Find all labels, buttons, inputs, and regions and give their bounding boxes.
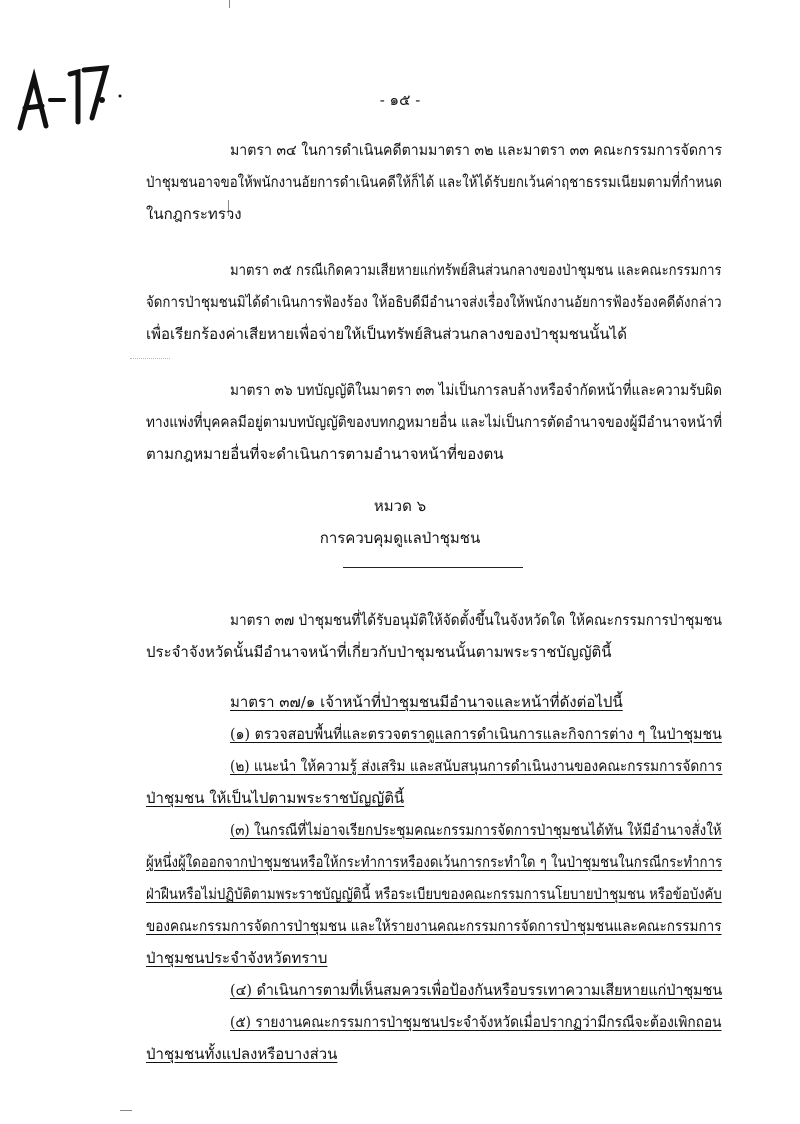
section-37-1-heading: มาตรา ๓๗/๑ เจ้าหน้าที่ป่าชุมชนมีอำนาจและหน้าที่ดังต่อไปนี้ bbox=[230, 693, 623, 711]
section-34-line-3: ในกฎกระทรวง bbox=[146, 205, 242, 223]
section-36-line-3: ตามกฎหมายอื่นที่จะดำเนินการตามอำนาจหน้าที่ของตน bbox=[146, 445, 504, 463]
section-37-1-item-1: (๑) ตรวจสอบพื้นที่และตรวจตราดูแลการดำเนินการและกิจการต่าง ๆ ในป่าชุมชน bbox=[230, 725, 722, 743]
section-37-1-item-3-line-5: ป่าชุมชนประจำจังหวัดทราบ bbox=[146, 949, 328, 967]
section-37-1-item-2-line-2: ป่าชุมชน ให้เป็นไปตามพระราชบัญญัตินี้ bbox=[146, 789, 405, 807]
section-37-1-item-5-line-1: (๕) รายงานคณะกรรมการป่าชุมชนประจำจังหวัดเมื่อปรากฏว่ามีกรณีจะต้องเพิกถอน bbox=[230, 1013, 722, 1031]
scan-mark-top bbox=[229, 0, 230, 8]
section-37-1-item-4: (๔) ดำเนินการตามที่เห็นสมควรเพื่อป้องกันหรือบรรเทาความเสียหายแก่ป่าชุมชน bbox=[230, 981, 723, 999]
section-34-line-1: มาตรา ๓๔ ในการดำเนินคดีตามมาตรา ๓๒ และมาตรา ๓๓ คณะกรรมการจัดการ bbox=[230, 141, 723, 159]
section-36-line-1: มาตรา ๓๖ บทบัญญัติในมาตรา ๓๓ ไม่เป็นการลบล้างหรือจำกัดหน้าที่และความรับผิด bbox=[230, 381, 722, 399]
section-37-line-1: มาตรา ๓๗ ป่าชุมชนที่ได้รับอนุมัติให้จัดตั้งขึ้นในจังหวัดใด ให้คณะกรรมการป่าชุมชน bbox=[230, 611, 722, 629]
scan-dots bbox=[130, 358, 170, 359]
section-37-1-item-5-line-2: ป่าชุมชนทั้งแปลงหรือบางส่วน bbox=[146, 1045, 338, 1063]
section-34-line-2: ป่าชุมชนอาจขอให้พนักงานอัยการดำเนินคดีให้ก็ได้ และให้ได้รับยกเว้นค่าฤชาธรรมเนียมตามที่กำหนด bbox=[146, 173, 722, 191]
scan-mark-bottom bbox=[120, 1110, 132, 1111]
page-number: - ๑๕ - bbox=[379, 91, 421, 109]
section-37-1-item-3-line-4: ของคณะกรรมการจัดการป่าชุมชน และให้รายงานคณะกรรมการจัดการป่าชุมชนและคณะกรรมการ bbox=[146, 917, 722, 935]
chapter-divider bbox=[343, 567, 523, 568]
section-37-line-2: ประจำจังหวัดนั้นมีอำนาจหน้าที่เกี่ยวกับป่าชุมชนนั้นตามพระราชบัญญัตินี้ bbox=[146, 643, 612, 661]
section-35-line-2: จัดการป่าชุมชนมิได้ดำเนินการฟ้องร้อง ให้อธิบดีมีอำนาจส่งเรื่องให้พนักงานอัยการฟ้องร้องคดีดังกล่าว bbox=[146, 293, 722, 311]
chapter-title: หมวด ๖ bbox=[373, 497, 427, 515]
section-35-line-3: เพื่อเรียกร้องค่าเสียหายเพื่อจ่ายให้เป็นทรัพย์สินส่วนกลางของป่าชุมชนนั้นได้ bbox=[146, 325, 627, 343]
chapter-subtitle: การควบคุมดูแลป่าชุมชน bbox=[319, 529, 481, 547]
section-37-1-item-3-line-2: ผู้หนึ่งผู้ใดออกจากป่าชุมชนหรือให้กระทำการหรืองดเว้นการกระทำใด ๆ ในป่าชุมชนในกรณีกระทำการ bbox=[146, 853, 723, 871]
section-36-line-2: ทางแพ่งที่บุคคลมีอยู่ตามบทบัญญัติของบทกฎหมายอื่น และไม่เป็นการตัดอำนาจของผู้มีอำนาจหน้าที่ bbox=[146, 413, 723, 431]
section-37-1-item-2-line-1: (๒) แนะนำ ให้ความรู้ ส่งเสริม และสนับสนุนการดำเนินงานของคณะกรรมการจัดการ bbox=[230, 757, 723, 775]
section-35-line-1: มาตรา ๓๕ กรณีเกิดความเสียหายแก่ทรัพย์สินส่วนกลางของป่าชุมชน และคณะกรรมการ bbox=[230, 261, 722, 279]
section-37-1-item-3-line-3: ฝ่าฝืนหรือไม่ปฏิบัติตามพระราชบัญญัตินี้ หรือระเบียบของคณะกรรมการนโยบายป่าชุมชน หรือข้อบังคับ bbox=[146, 885, 722, 903]
section-37-1-item-3-line-1: (๓) ในกรณีที่ไม่อาจเรียกประชุมคณะกรรมการจัดการป่าชุมชนได้ทัน ให้มีอำนาจสั่งให้ bbox=[230, 821, 722, 839]
